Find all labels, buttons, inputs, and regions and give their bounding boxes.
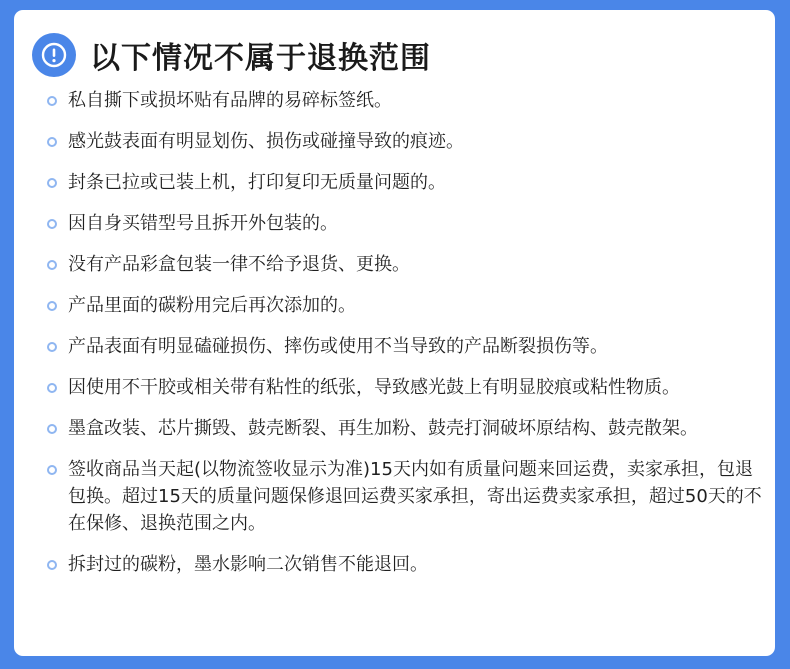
bullet-icon xyxy=(47,96,57,106)
card-header xyxy=(32,30,431,80)
list-item-text: 墨盒改装、芯片撕毁、鼓壳断裂、再生加粉、鼓壳打洞破坏原结构、鼓壳散架。 xyxy=(68,418,698,439)
list-item-text: 拆封过的碳粉，墨水影响二次销售不能退回。 xyxy=(68,554,428,575)
bullet-icon xyxy=(47,178,57,188)
page-title: 以下情况不属于退换范围 xyxy=(90,41,431,76)
list-item xyxy=(47,415,767,442)
bullet-icon xyxy=(47,260,57,270)
list-item xyxy=(47,292,767,319)
list-item-text: 封条已拉或已装上机，打印复印无质量问题的。 xyxy=(68,172,446,193)
list-item xyxy=(47,169,767,196)
bullet-icon xyxy=(47,383,57,393)
exclamation-icon-graphic xyxy=(41,42,67,68)
policy-card xyxy=(14,10,775,656)
list-item xyxy=(47,210,767,237)
list-item-text: 没有产品彩盒包装一律不给予退货、更换。 xyxy=(68,254,410,275)
list-item-text: 签收商品当天起(以物流签收显示为准)15天内如有质量问题来回运费，卖家承担，包退包换。超过15天的质量问题保修退回运费买家承担，寄出运费卖家承担，超过50天的不在保修、退换范围之内。 xyxy=(68,459,762,534)
exclusion-list xyxy=(47,87,767,592)
bullet-icon xyxy=(47,219,57,229)
list-item xyxy=(47,456,767,537)
list-item-text: 感光鼓表面有明显划伤、损伤或碰撞导致的痕迹。 xyxy=(68,131,464,152)
list-item-text: 因使用不干胶或相关带有粘性的纸张，导致感光鼓上有明显胶痕或粘性物质。 xyxy=(68,377,680,398)
list-item-text: 因自身买错型号且拆开外包装的。 xyxy=(68,213,338,234)
list-item xyxy=(47,333,767,360)
list-item-text: 产品表面有明显磕碰损伤、摔伤或使用不当导致的产品断裂损伤等。 xyxy=(68,336,608,357)
bullet-icon xyxy=(47,342,57,352)
list-item xyxy=(47,551,767,578)
bullet-icon xyxy=(47,560,57,570)
list-item-text: 产品里面的碳粉用完后再次添加的。 xyxy=(68,295,356,316)
bullet-icon xyxy=(47,301,57,311)
bullet-icon xyxy=(47,137,57,147)
bullet-icon xyxy=(47,465,57,475)
list-item-text: 私自撕下或损坏贴有品牌的易碎标签纸。 xyxy=(68,90,392,111)
bullet-icon xyxy=(47,424,57,434)
exclamation-icon xyxy=(32,33,76,77)
list-item xyxy=(47,374,767,401)
list-item xyxy=(47,87,767,114)
list-item xyxy=(47,251,767,278)
list-item xyxy=(47,128,767,155)
